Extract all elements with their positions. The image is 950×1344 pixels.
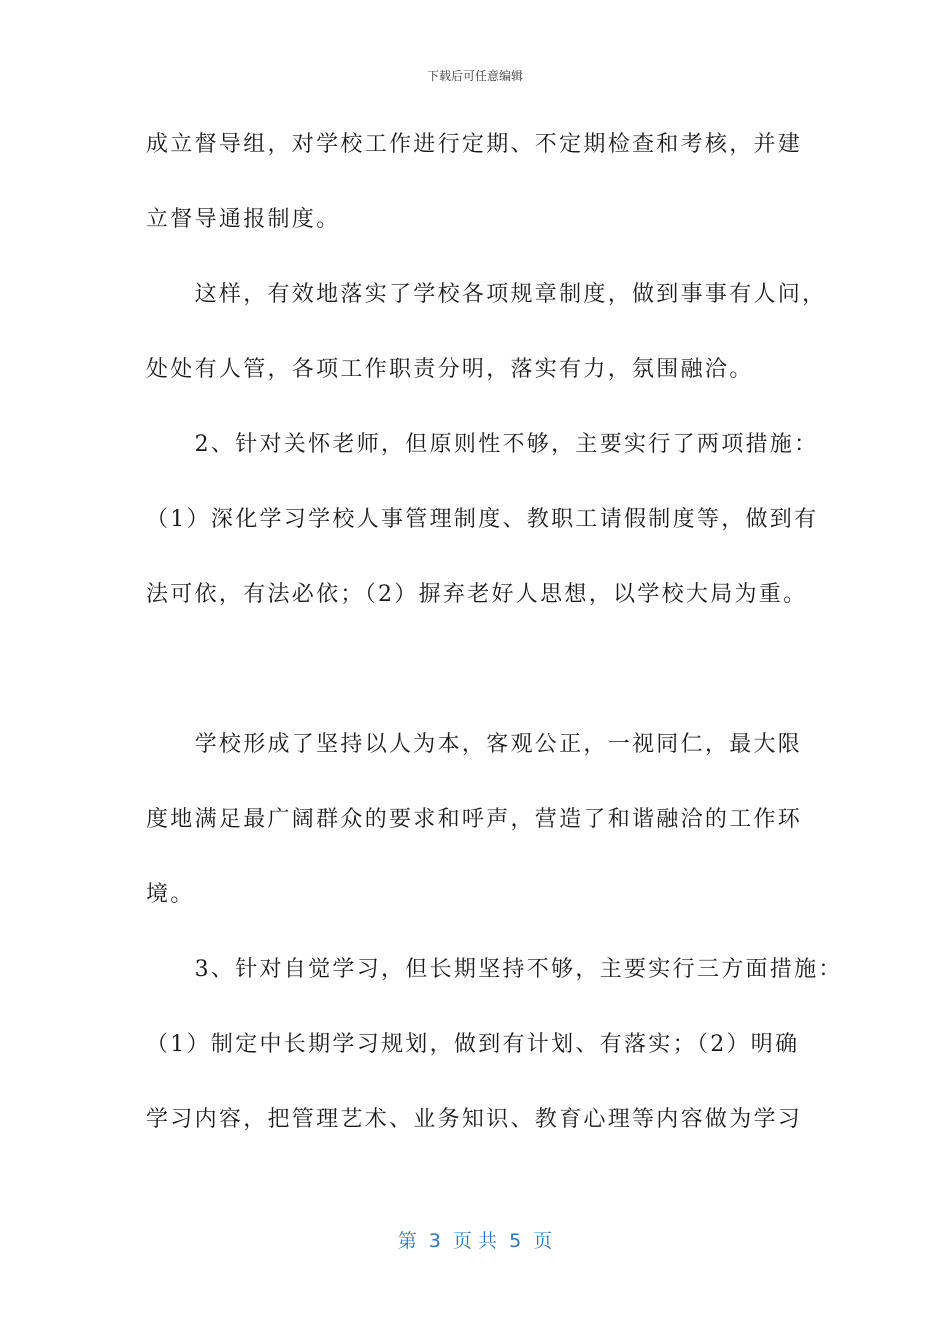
body-line-12: （1）制定中长期学习规划，做到有计划、有落实；（2）明确 xyxy=(146,1032,800,1057)
page-header: 下载后可任意编辑 xyxy=(426,69,523,83)
body-line-9: 度地满足最广阔群众的要求和呼声，营造了和谐融洽的工作环 xyxy=(146,807,803,832)
page-number-footer: 第 3 页 共 5 页 xyxy=(397,1230,553,1252)
body-line-3: 这样，有效地落实了学校各项规章制度，做到事事有人问， xyxy=(146,282,827,307)
body-line-11: 3、针对自觉学习，但长期坚持不够，主要实行三方面措施： xyxy=(146,957,843,982)
body-line-1: 成立督导组，对学校工作进行定期、不定期检查和考核，并建 xyxy=(146,132,803,157)
body-line-10: 境。 xyxy=(146,882,195,907)
body-line-7: 法可依，有法必依；（2）摒弃老好人思想，以学校大局为重。 xyxy=(146,582,808,607)
body-line-13: 学习内容，把管理艺术、业务知识、教育心理等内容做为学习 xyxy=(146,1107,803,1132)
body-line-4: 处处有人管，各项工作职责分明，落实有力，氛围融洽。 xyxy=(146,357,754,382)
body-line-6: （1）深化学习学校人事管理制度、教职工请假制度等，做到有 xyxy=(146,507,819,532)
body-line-5: 2、针对关怀老师，但原则性不够，主要实行了两项措施： xyxy=(146,432,819,457)
body-line-8: 学校形成了坚持以人为本，客观公正，一视同仁，最大限 xyxy=(146,732,803,757)
body-line-2: 立督导通报制度。 xyxy=(146,207,341,232)
